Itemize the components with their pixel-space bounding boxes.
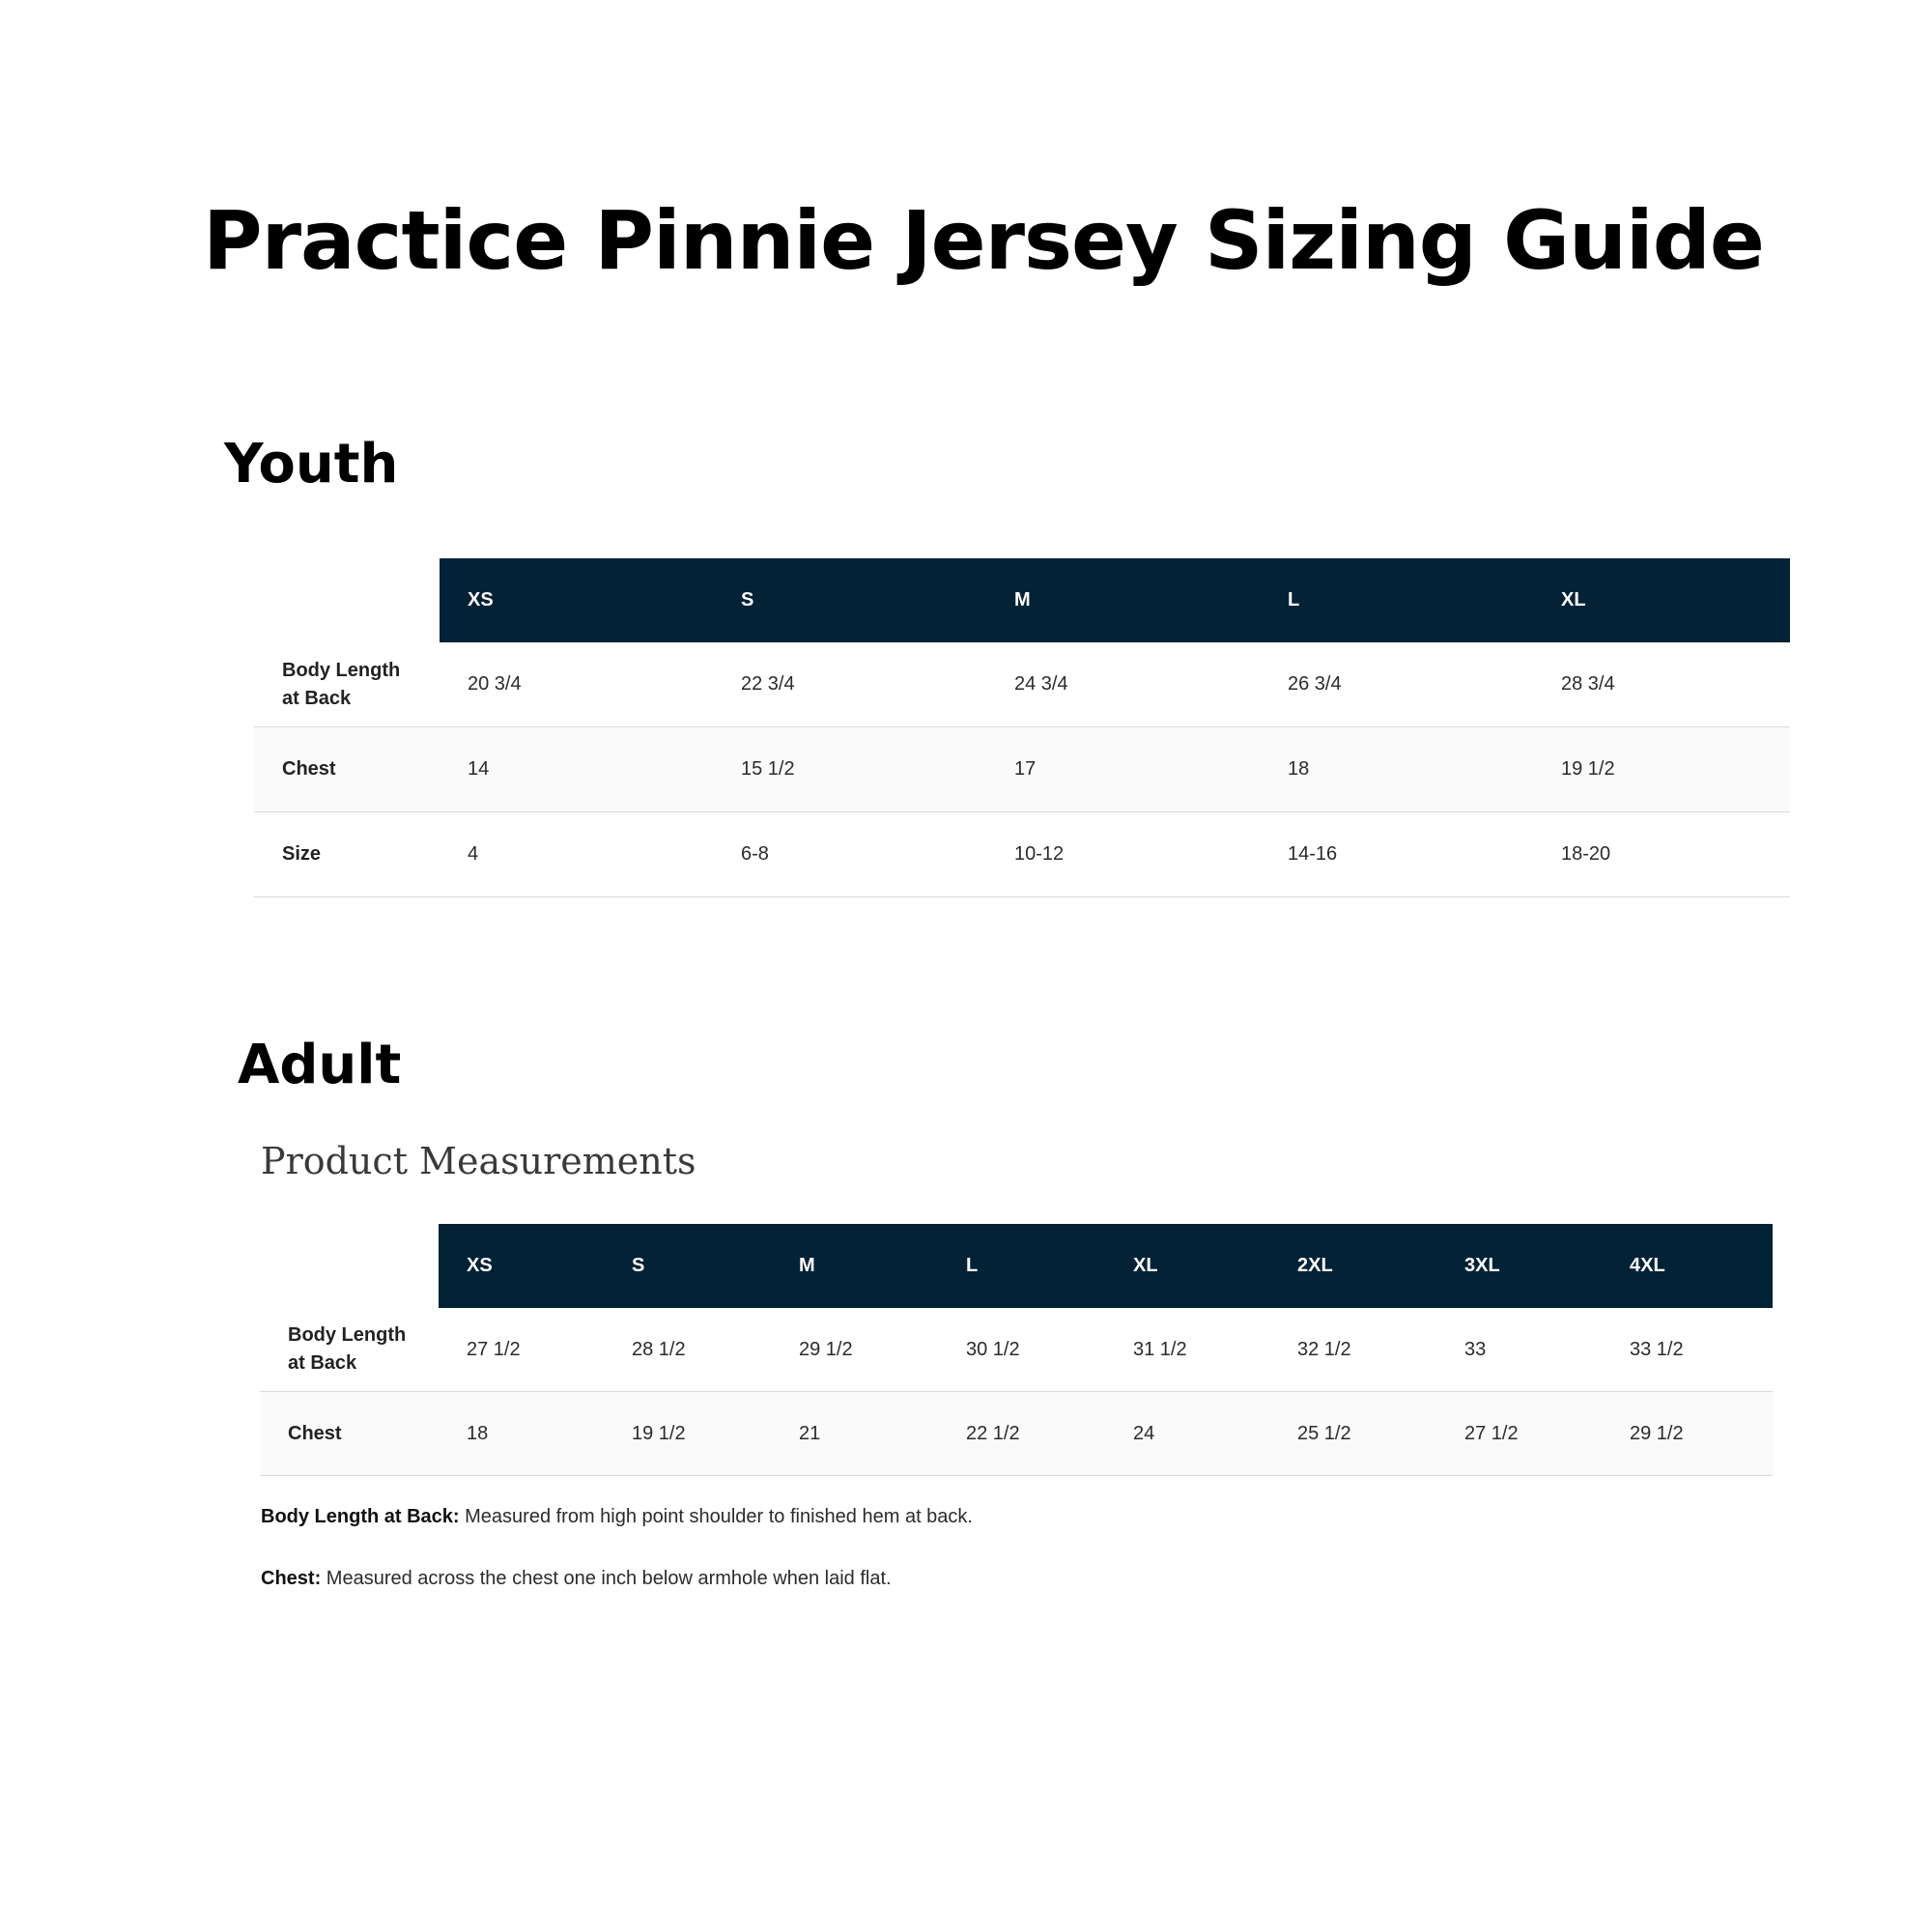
adult-col-l: L xyxy=(938,1224,1105,1308)
adult-col-4xl: 4XL xyxy=(1602,1224,1773,1308)
table-cell: 18 xyxy=(439,1392,604,1476)
youth-row-chest xyxy=(254,727,1790,812)
table-cell: 22 3/4 xyxy=(713,642,986,727)
table-cell: 27 1/2 xyxy=(439,1308,604,1392)
table-cell: 27 1/2 xyxy=(1436,1392,1602,1476)
table-cell: 14-16 xyxy=(1260,812,1533,897)
table-cell: 19 1/2 xyxy=(1533,727,1790,812)
youth-size-table xyxy=(254,558,1790,897)
table-cell: 30 1/2 xyxy=(938,1308,1105,1392)
adult-col-xl: XL xyxy=(1105,1224,1269,1308)
adult-row-body-length xyxy=(260,1308,1773,1392)
table-cell: 24 xyxy=(1105,1392,1269,1476)
note-term: Chest: xyxy=(261,1568,322,1589)
adult-heading: Adult xyxy=(238,1034,402,1096)
row-label: Body Length at Back xyxy=(254,642,440,727)
table-cell: 33 1/2 xyxy=(1602,1308,1773,1392)
youth-corner-cell xyxy=(254,558,440,642)
table-cell: 28 1/2 xyxy=(604,1308,771,1392)
youth-col-m: M xyxy=(986,558,1260,642)
youth-col-s: S xyxy=(713,558,986,642)
adult-corner-cell xyxy=(260,1224,439,1308)
adult-col-m: M xyxy=(771,1224,938,1308)
table-cell: 22 1/2 xyxy=(938,1392,1105,1476)
row-label: Chest xyxy=(254,727,440,812)
table-cell: 15 1/2 xyxy=(713,727,986,812)
table-cell: 21 xyxy=(771,1392,938,1476)
adult-col-xs: XS xyxy=(439,1224,604,1308)
youth-row-size xyxy=(254,812,1790,897)
table-cell: 18-20 xyxy=(1533,812,1790,897)
youth-col-l: L xyxy=(1260,558,1533,642)
row-label: Size xyxy=(254,812,440,897)
table-cell: 24 3/4 xyxy=(986,642,1260,727)
adult-col-3xl: 3XL xyxy=(1436,1224,1602,1308)
adult-size-table xyxy=(260,1224,1773,1476)
table-cell: 28 3/4 xyxy=(1533,642,1790,727)
table-cell: 4 xyxy=(440,812,713,897)
youth-header-row xyxy=(254,558,1790,642)
body-length-note xyxy=(261,1506,973,1528)
table-cell: 26 3/4 xyxy=(1260,642,1533,727)
chest-note xyxy=(261,1568,892,1590)
youth-row-body-length xyxy=(254,642,1790,727)
note-term: Body Length at Back: xyxy=(261,1506,460,1527)
product-measurements-heading: Product Measurements xyxy=(261,1140,696,1182)
note-text: Measured across the chest one inch below armhole when laid flat. xyxy=(321,1568,892,1589)
table-cell: 29 1/2 xyxy=(1602,1392,1773,1476)
table-cell: 10-12 xyxy=(986,812,1260,897)
adult-col-2xl: 2XL xyxy=(1269,1224,1436,1308)
table-cell: 17 xyxy=(986,727,1260,812)
page-title: Practice Pinnie Jersey Sizing Guide xyxy=(203,193,1764,288)
table-cell: 33 xyxy=(1436,1308,1602,1392)
adult-col-s: S xyxy=(604,1224,771,1308)
table-cell: 19 1/2 xyxy=(604,1392,771,1476)
row-label: Chest xyxy=(260,1392,439,1476)
table-cell: 14 xyxy=(440,727,713,812)
adult-row-chest xyxy=(260,1392,1773,1476)
adult-header-row xyxy=(260,1224,1773,1308)
youth-col-xl: XL xyxy=(1533,558,1790,642)
note-text: Measured from high point shoulder to finished hem at back. xyxy=(459,1506,973,1527)
youth-heading: Youth xyxy=(224,433,399,496)
table-cell: 20 3/4 xyxy=(440,642,713,727)
table-cell: 18 xyxy=(1260,727,1533,812)
table-cell: 32 1/2 xyxy=(1269,1308,1436,1392)
table-cell: 25 1/2 xyxy=(1269,1392,1436,1476)
youth-col-xs: XS xyxy=(440,558,713,642)
table-cell: 29 1/2 xyxy=(771,1308,938,1392)
table-cell: 31 1/2 xyxy=(1105,1308,1269,1392)
table-cell: 6-8 xyxy=(713,812,986,897)
row-label: Body Length at Back xyxy=(260,1308,439,1392)
